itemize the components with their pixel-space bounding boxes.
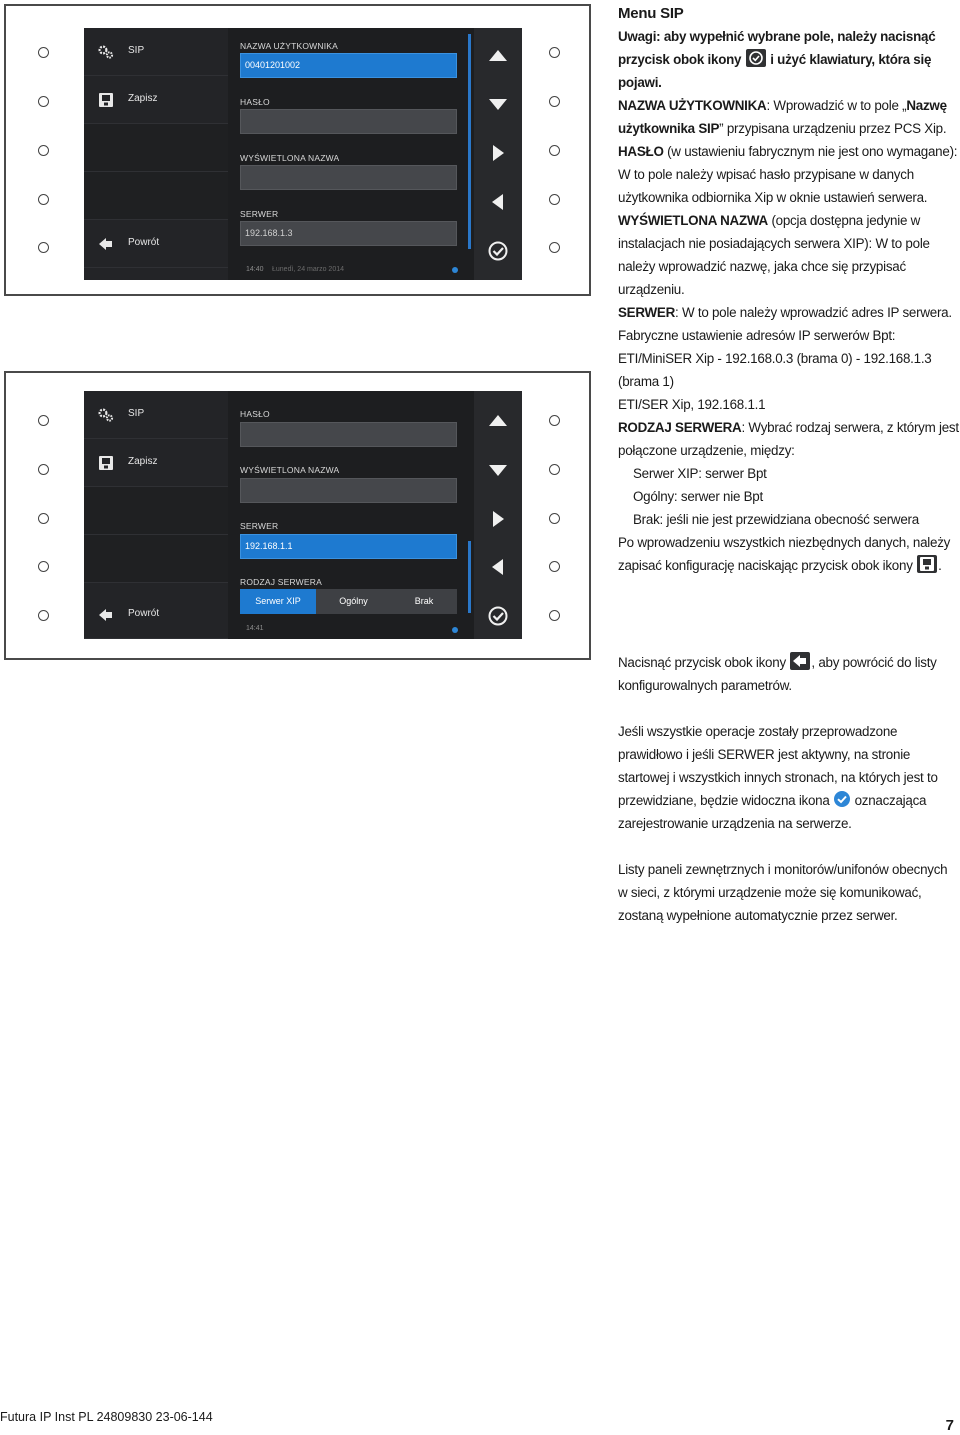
server-value: 192.168.1.3 [245, 228, 293, 238]
hw-button-left-1[interactable] [38, 415, 49, 426]
hw-button-right-2[interactable] [549, 464, 560, 475]
display-paragraph [618, 209, 960, 301]
registration-text-a: Jeśli wszystkie operacje zostały przeprowadzone prawidłowo i jeśli SERWER jest aktywny, na stronie startowej i wszystkich innych stronach, na których jest to przewidziane, będzie widoczna ikona [618, 724, 938, 808]
sidebar [84, 28, 228, 280]
sidebar-item-zapisz[interactable] [84, 76, 228, 124]
lists-block [618, 858, 960, 927]
note-paragraph [618, 25, 960, 94]
hw-button-right-2[interactable] [549, 96, 560, 107]
gears-icon [98, 44, 114, 60]
back-text-a: Nacisnąć przycisk obok ikony [618, 655, 786, 670]
username-value: 00401201002 [245, 60, 301, 70]
field-label-server-type: RODZAJ SERWERA [240, 577, 322, 587]
footer-doc-id: Futura IP Inst PL 24809830 23-06-144 [0, 1410, 213, 1424]
device-panel-1 [4, 4, 591, 296]
confirm-check-icon[interactable] [486, 241, 510, 261]
sidebar-item-empty [84, 487, 228, 535]
arrow-left-icon[interactable] [486, 192, 510, 212]
back-icon [790, 652, 810, 670]
back-text-b: , aby powrócić do listy konfigurowalnych parametrów. [618, 655, 937, 693]
factory-line-2: ETI/MiniSER Xip - 192.168.0.3 (brama 0) - 192.168.1.3 (brama 1) [618, 351, 932, 389]
display-name-field[interactable] [240, 165, 457, 190]
option-line: Serwer XIP: serwer Bpt [633, 466, 767, 481]
username-text-a: : Wprowadzić w to pole „ [766, 98, 907, 113]
gears-icon [98, 407, 114, 423]
field-label-password: HASŁO [240, 409, 270, 419]
sidebar-item-zapisz[interactable] [84, 439, 228, 487]
password-field[interactable] [240, 109, 457, 134]
arrow-down-icon[interactable] [486, 94, 510, 114]
factory-line-3: ETI/SER Xip, 192.168.1.1 [618, 397, 766, 412]
field-label-server: SERWER [240, 521, 279, 531]
sidebar-item-powrot[interactable] [84, 591, 228, 639]
server-type-option-xip[interactable]: Serwer XIP [240, 589, 316, 614]
username-paragraph [618, 94, 960, 140]
hw-button-right-1[interactable] [549, 47, 560, 58]
clock-time: 14:41 [246, 625, 264, 632]
save-icon [98, 455, 114, 471]
arrow-down-icon[interactable] [486, 460, 510, 480]
page-number: 7 [945, 1417, 954, 1434]
registered-check-icon [833, 790, 851, 808]
hw-button-left-4[interactable] [38, 561, 49, 572]
back-block [618, 651, 960, 697]
server-type-option-none[interactable]: Brak [414, 596, 434, 606]
nav-column [474, 28, 522, 280]
arrow-up-icon[interactable] [486, 411, 510, 431]
sidebar-item-label: Zapisz [128, 456, 158, 467]
arrow-right-icon[interactable] [486, 143, 510, 163]
hw-button-left-5[interactable] [38, 242, 49, 253]
status-dot-icon [452, 627, 458, 633]
settings-form [228, 391, 474, 639]
status-bar [228, 621, 474, 639]
note-text-b: i użyć klawiatury, która się pojawi. [618, 52, 932, 90]
username-key: NAZWA UŻYTKOWNIKA [618, 98, 767, 113]
servertype-text: : Wybrać rodzaj serwera, z którym jest połączone urządzenie, między: [618, 420, 959, 458]
display-name-field[interactable] [240, 478, 457, 503]
field-label-server: SERWER [240, 209, 279, 219]
sidebar-item-label: SIP [128, 45, 145, 56]
note-text-a: Uwagi: aby wypełnić wybrane pole, należy nacisnąć przycisk obok ikony [618, 29, 936, 67]
server-paragraph [618, 301, 960, 324]
sidebar-item-empty [84, 124, 228, 172]
server-field[interactable] [240, 221, 457, 246]
sidebar-item-sip[interactable] [84, 391, 228, 439]
save-text-b: . [938, 558, 942, 573]
sidebar-item-empty [84, 172, 228, 220]
sidebar [84, 391, 228, 639]
username-field[interactable] [240, 53, 457, 78]
username-text-b: ” przypisana urządzeniu przez PCS Xip. [719, 121, 947, 136]
sidebar-item-label: Powrót [128, 608, 160, 619]
hw-button-right-3[interactable] [549, 145, 560, 156]
edit-check-icon [746, 49, 766, 67]
hw-button-left-3[interactable] [38, 145, 49, 156]
sidebar-item-powrot[interactable] [84, 220, 228, 268]
arrow-left-icon[interactable] [486, 557, 510, 577]
lists-paragraph: Listy paneli zewnętrznych i monitorów/unifonów obecnych w sieci, z którymi urządzenie może się komunikować, zostaną wypełnione automatycznie przez serwer. [618, 862, 948, 923]
hw-button-right-3[interactable] [549, 513, 560, 524]
back-icon [98, 607, 114, 623]
field-label-password: HASŁO [240, 97, 270, 107]
status-bar [228, 262, 474, 280]
display-key: WYŚWIETLONA NAZWA [618, 213, 768, 228]
hw-button-left-2[interactable] [38, 96, 49, 107]
server-type-selector [240, 589, 457, 614]
sidebar-item-empty [84, 535, 228, 583]
field-label-display-name: WYŚWIETLONA NAZWA [240, 465, 340, 475]
hw-button-right-4[interactable] [549, 561, 560, 572]
password-key: HASŁO [618, 144, 664, 159]
arrow-up-icon[interactable] [486, 46, 510, 66]
clock-time: 14:40 [246, 266, 264, 273]
instructions-block [618, 2, 960, 577]
password-text: (w ustawieniu fabrycznym nie jest ono wymagane): W to pole należy wpisać hasło przypisane w danych użytkownika odbiornika Xip w oknie ustawień serwera. [618, 144, 958, 205]
sidebar-item-label: SIP [128, 408, 145, 419]
registration-paragraph [618, 720, 960, 835]
scrollbar[interactable] [468, 34, 471, 249]
factory-line-1: Fabryczne ustawienie adresów IP serwerów Bpt: [618, 328, 896, 343]
server-field[interactable] [240, 534, 457, 559]
hw-button-left-1[interactable] [38, 47, 49, 58]
field-label-username: NAZWA UŻYTKOWNIKA [240, 41, 339, 51]
save-icon [917, 555, 937, 573]
option-line: Ogólny: serwer nie Bpt [633, 489, 763, 504]
settings-form [228, 28, 474, 280]
save-paragraph [618, 531, 960, 577]
password-field[interactable] [240, 422, 457, 447]
sidebar-item-sip[interactable] [84, 28, 228, 76]
servertype-paragraph [618, 416, 960, 462]
server-text: : W to pole należy wprowadzić adres IP serwera. [675, 305, 952, 320]
sidebar-item-label: Powrót [128, 237, 160, 248]
scrollbar[interactable] [468, 541, 471, 613]
hw-button-right-4[interactable] [549, 194, 560, 205]
save-text-a: Po wprowadzeniu wszystkich niezbędnych danych, należy zapisać konfigurację naciskając przycisk obok ikony [618, 535, 951, 573]
device-panel-2 [4, 371, 591, 660]
sidebar-item-label: Zapisz [128, 93, 158, 104]
registration-block [618, 720, 960, 835]
servertype-key: RODZAJ SERWERA [618, 420, 742, 435]
nav-column [474, 391, 522, 639]
display-text: (opcja dostępna jedynie w instalacjach nie posiadających serwera XIP): W to pole należy wprowadzić nazwę, jaka chce się przypisać urządzeniu. [618, 213, 930, 297]
arrow-right-icon[interactable] [486, 509, 510, 529]
server-type-option-general[interactable]: Ogólny [339, 596, 368, 606]
option-line: Brak: jeśli nie jest przewidziana obecność serwera [633, 512, 919, 527]
back-icon [98, 236, 114, 252]
hw-button-right-5[interactable] [549, 610, 560, 621]
status-dot-icon [452, 267, 458, 273]
hw-button-left-4[interactable] [38, 194, 49, 205]
back-paragraph [618, 651, 960, 697]
hw-button-right-1[interactable] [549, 415, 560, 426]
save-icon [98, 92, 114, 108]
hw-button-left-2[interactable] [38, 464, 49, 475]
device-screen-1 [84, 28, 522, 280]
clock-date: Łunedì, 24 marzo 2014 [272, 266, 344, 273]
server-key: SERWER [618, 305, 676, 320]
hw-button-right-5[interactable] [549, 242, 560, 253]
field-label-display-name: WYŚWIETLONA NAZWA [240, 153, 340, 163]
hw-button-left-5[interactable] [38, 610, 49, 621]
password-paragraph [618, 140, 960, 209]
section-title: Menu SIP [618, 5, 684, 22]
device-screen-2 [84, 391, 522, 639]
registration-text-b: oznaczająca zarejestrowanie urządzenia na serwerze. [618, 793, 927, 831]
server-value: 192.168.1.1 [245, 541, 293, 551]
hw-button-left-3[interactable] [38, 513, 49, 524]
confirm-check-icon[interactable] [486, 606, 510, 626]
username-bold: Nazwę użytkownika SIP [618, 98, 947, 136]
